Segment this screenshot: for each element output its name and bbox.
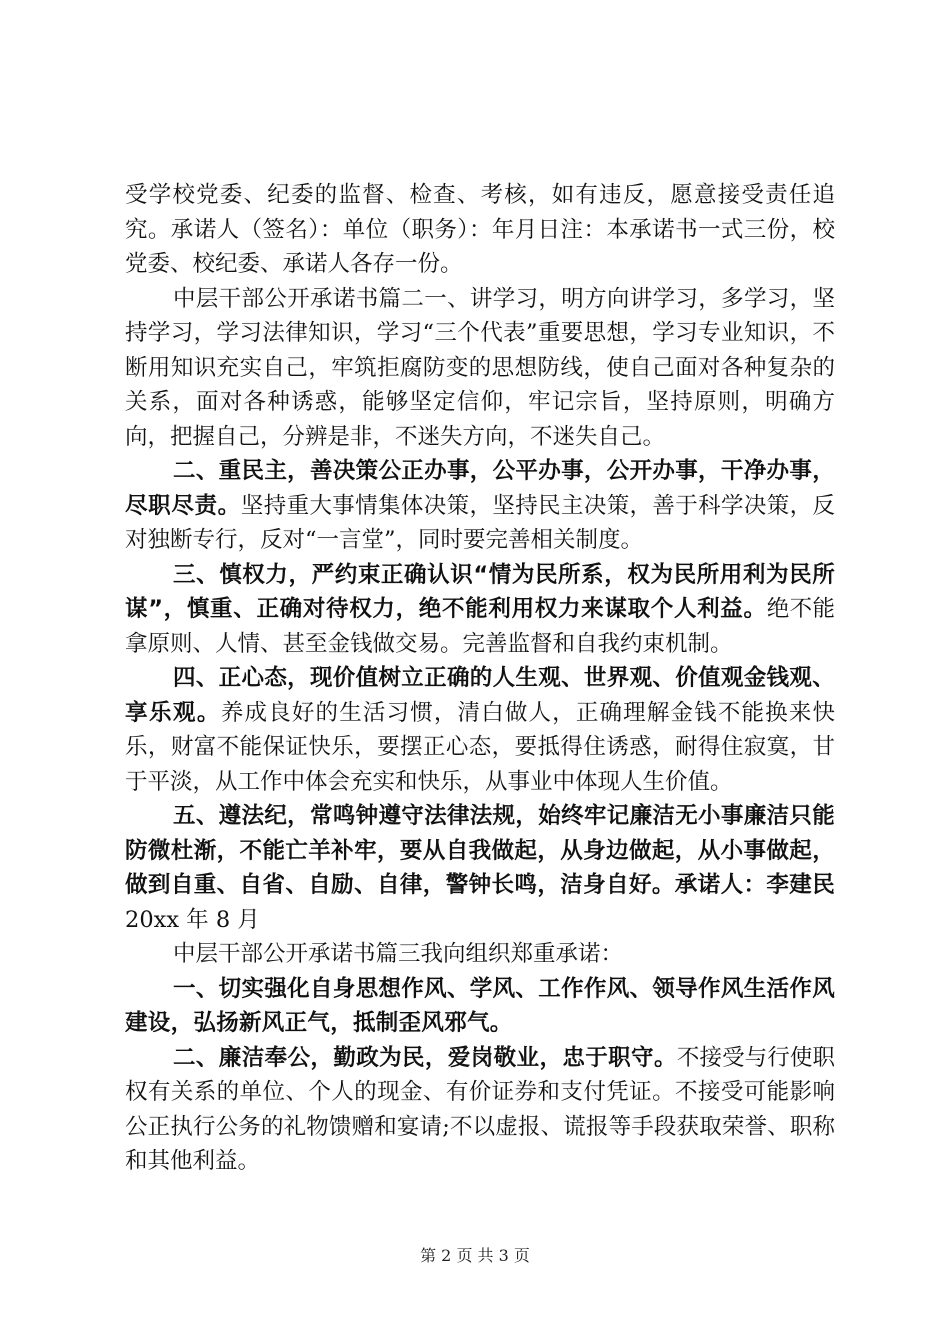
paragraph-heading: 五、遵法纪，常鸣钟遵守法律法规，始终牢记廉洁无小事廉洁只能防微杜渐，不能亡羊补牢，要从自我做起，从身边做起，从小事做起，做到自重、自省、自励、自律，警钟长鸣，洁身自好。承诺人：李建民 — [125, 803, 835, 898]
paragraph-8 — [125, 972, 835, 1041]
paragraph-text: 中层干部公开承诺书篇二一、讲学习，明方向讲学习，多学习，坚持学习，学习法律知识，学习“三个代表”重要思想，学习专业知识，不断用知识充实自己，牢筑拒腐防变的思想防线，使自己面对各种复杂的关系，面对各种诱惑，能够坚定信仰，牢记宗旨，坚持原则，明确方向，把握自己，分辨是非，不迷失方向，不迷失自己。 — [125, 285, 835, 450]
paragraph-text: 不接受与行使职权有关系的单位、个人的现金、有价证券和支付凭证。不接受可能影响公正执行公务的礼物馈赠和宴请;不以虚报、谎报等手段获取荣誉、职称和其他利益。 — [125, 1044, 835, 1174]
paragraph-text: 绝不能拿原则、人情、甚至金钱做交易。完善监督和自我约束机制。 — [125, 596, 835, 657]
paragraph-heading: 一、切实强化自身思想作风、学风、工作作风、领导作风生活作风建设，弘扬新风正气，抵制歪风邪气。 — [125, 975, 835, 1036]
paragraph-text: 受学校党委、纪委的监督、检查、考核，如有违反，愿意接受责任追究。承诺人（签名）：单位（职务）：年月日注：本承诺书一式三份，校党委、校纪委、承诺人各存一份。 — [125, 182, 835, 277]
paragraph-6 — [125, 799, 835, 937]
paragraph-text: 坚持重大事情集体决策，坚持民主决策，善于科学决策，反对独断专行，反对“一言堂”，同时要完善相关制度。 — [125, 492, 835, 553]
paragraph-2 — [125, 282, 835, 455]
paragraph-text: 中层干部公开承诺书篇三我向组织郑重承诺： — [173, 941, 624, 967]
paragraph-text: 20xx 年 8 月 — [125, 906, 260, 933]
paragraph-heading: 四、正心态，现价值树立正确的人生观、世界观、价值观金钱观、享乐观。 — [125, 665, 835, 726]
paragraph-3 — [125, 454, 835, 558]
paragraph-7 — [125, 937, 835, 972]
paragraph-heading: 二、廉洁奉公，勤政为民，爱岗敬业，忠于职守。 — [173, 1044, 677, 1071]
paragraph-9 — [125, 1041, 835, 1179]
paragraph-5 — [125, 661, 835, 799]
paragraph-heading: 二、重民主，善决策公正办事，公平办事，公开办事，干净办事，尽职尽责。 — [125, 458, 835, 519]
paragraph-1 — [125, 178, 835, 282]
paragraph-text: 养成良好的生活习惯，清白做人，正确理解金钱不能换来快乐，财富不能保证快乐，要摆正心态，要抵得住诱惑，耐得住寂寞，甘于平淡，从工作中体会充实和快乐，从事业中体现人生价值。 — [125, 699, 835, 795]
paragraph-heading: 三、慎权力，严约束正确认识“情为民所系，权为民所用利为民所谋”，慎重、正确对待权力，绝不能利用权力来谋取个人利益。 — [125, 561, 835, 622]
page-number-footer: 第 2 页 共 3 页 — [420, 1246, 530, 1265]
document-body — [125, 178, 835, 1179]
paragraph-4 — [125, 558, 835, 662]
